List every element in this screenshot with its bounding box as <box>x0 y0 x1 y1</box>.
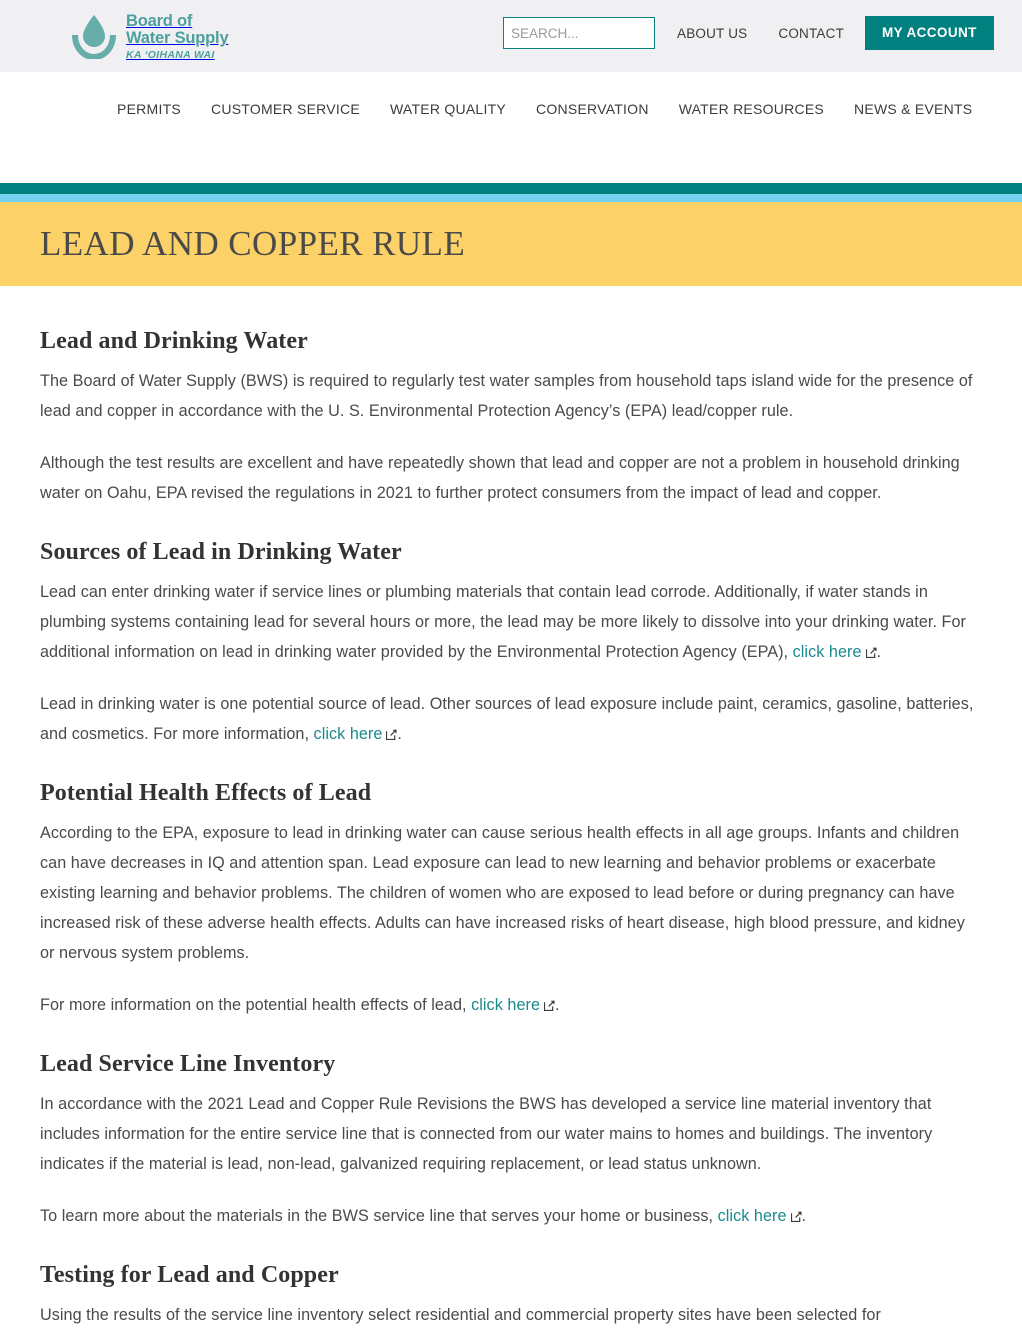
main-navigation <box>0 72 1022 183</box>
heading-sources-of-lead: Sources of Lead in Drinking Water <box>40 539 402 565</box>
search-input[interactable] <box>503 17 655 49</box>
paragraph-sources-2-tail: . <box>397 725 402 743</box>
heading-potential-health-effects: Potential Health Effects of Lead <box>40 780 372 806</box>
page-title: LEAD AND COPPER RULE <box>40 224 466 263</box>
nav-item-water-quality[interactable]: WATER QUALITY <box>389 101 506 117</box>
nav-item-conservation[interactable]: CONSERVATION <box>536 101 649 117</box>
page-content <box>0 286 1022 1330</box>
paragraph-sources-1-tail: . <box>876 643 882 661</box>
heading-lead-service-line-inventory: Lead Service Line Inventory <box>40 1051 336 1077</box>
paragraph-health-2 <box>40 990 982 1020</box>
link-service-line-materials[interactable]: click here <box>717 1207 787 1225</box>
page-title-banner <box>0 202 1022 286</box>
logo-line-2: Water Supply <box>126 29 229 48</box>
accent-bar-teal <box>0 183 1022 194</box>
paragraph-sources-1 <box>40 577 982 667</box>
heading-testing-for-lead-and-copper: Testing for Lead and Copper <box>40 1262 339 1288</box>
external-link-icon <box>544 991 555 1002</box>
paragraph-sources-1-text: Lead can enter drinking water if service lines or plumbing materials that contain lead corrode. Additionally, if water stands in plumbing systems containing lead for several hours or more, the lead may be more likely to dissolve into your drinking water. For additional information on lead in drinking water provided by the Environmental Protection Agency (EPA), <box>40 583 966 661</box>
logo-subtitle: KA ʻOIHANA WAI <box>126 49 215 62</box>
nav-item-news-events[interactable]: NEWS & EVENTS <box>854 101 973 117</box>
logo-line-1: Board of <box>126 12 193 31</box>
paragraph-lead-drinking-1: The Board of Water Supply (BWS) is required to regularly test water samples from household taps island wide for the presence of lead and copper in accordance with the U. S. Environmental Protection Agency’s (EPA) lead/copper rule. <box>40 372 973 420</box>
heading-lead-and-drinking-water: Lead and Drinking Water <box>40 328 308 354</box>
water-drop-icon <box>72 13 116 59</box>
accent-bar-light-blue <box>0 194 1022 202</box>
header-utility-bar <box>503 16 994 50</box>
paragraph-inventory-1: In accordance with the 2021 Lead and Copper Rule Revisions the BWS has developed a service line material inventory that includes information for the entire service line that is connected from our water mains to homes and buildings. The inventory indicates if the material is lead, non-lead, galvanized requiring replacement, or lead status unknown. <box>40 1095 933 1173</box>
nav-item-customer-service[interactable]: CUSTOMER SERVICE <box>210 101 360 117</box>
paragraph-sources-2-text: Lead in drinking water is one potential source of lead. Other sources of lead exposure include paint, ceramics, gasoline, batteries, and cosmetics. For more information, <box>40 695 974 743</box>
paragraph-health-2-tail: . <box>555 996 560 1014</box>
site-logo[interactable] <box>72 11 228 61</box>
paragraph-health-2-text: For more information on the potential health effects of lead, <box>40 996 472 1014</box>
nav-item-permits[interactable]: PERMITS <box>117 101 181 117</box>
paragraph-inventory-2-text: To learn more about the materials in the BWS service line that serves your home or business, <box>40 1207 718 1225</box>
nav-item-water-resources[interactable]: WATER RESOURCES <box>678 101 825 117</box>
link-health-effects-info[interactable]: click here <box>471 996 540 1014</box>
paragraph-inventory-2-tail: . <box>801 1207 807 1225</box>
header-link-contact[interactable]: CONTACT <box>778 25 845 41</box>
link-epa-lead-info[interactable]: click here <box>792 643 862 661</box>
paragraph-testing-1: Using the results of the service line inventory select residential and commercial property sites have been selected for <box>40 1306 881 1324</box>
paragraph-lead-drinking-2: Although the test results are excellent and have repeatedly shown that lead and copper are not a problem in household drinking water on Oahu, EPA revised the regulations in 2021 to further protect consumers from the impact of lead and copper. <box>40 454 960 502</box>
external-link-icon <box>791 1202 802 1213</box>
external-link-icon <box>386 720 397 731</box>
paragraph-inventory-2 <box>40 1201 982 1231</box>
my-account-button[interactable]: MY ACCOUNT <box>865 16 994 50</box>
paragraph-health-1: According to the EPA, exposure to lead in drinking water can cause serious health effects in all age groups. Infants and children can have decreases in IQ and attention span. Lead exposure can lead to new learning and behavior problems or exacerbate existing learning and behavior problems. The children of women who are exposed to lead before or during pregnancy can have increased risk of these adverse health effects. Adults can have increased risks of heart disease, high blood pressure, and kidney or nervous system problems. <box>40 824 965 962</box>
header-link-about-us[interactable]: ABOUT US <box>677 25 748 41</box>
link-other-lead-sources[interactable]: click here <box>313 725 383 743</box>
external-link-icon <box>866 638 877 649</box>
paragraph-sources-2 <box>40 689 982 749</box>
site-header <box>0 0 1022 72</box>
